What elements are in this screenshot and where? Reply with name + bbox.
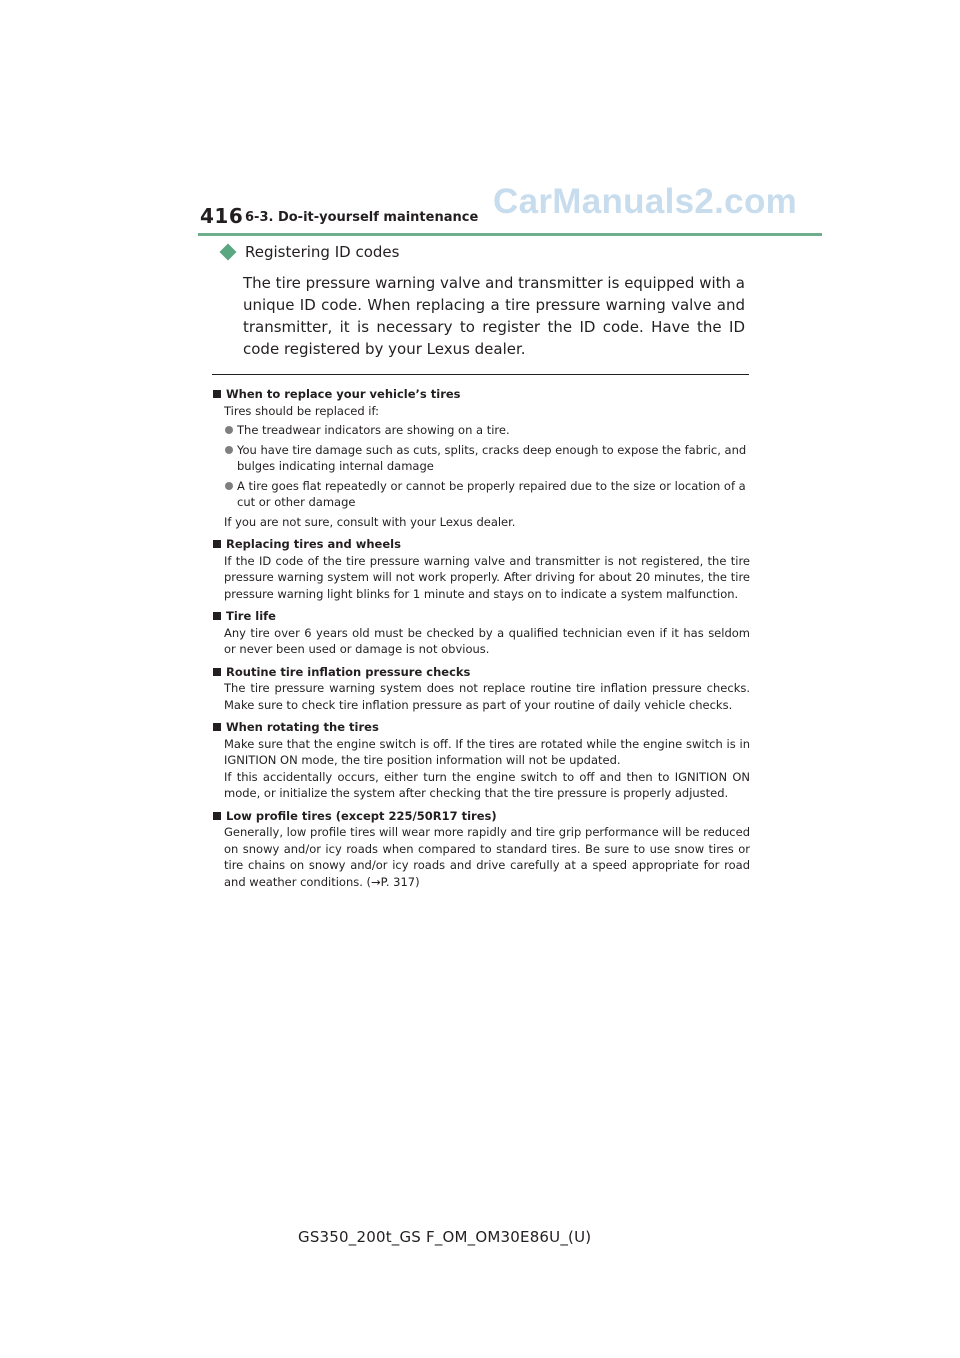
note-body: If the ID code of the tire pressure warning valve and transmitter is not registered, the tire pressure warning system will not work properly. After driving for about 20 minutes, the tire pressure warning light blinks for 1 minute and stays on to indicate a system malfunction. <box>224 553 750 601</box>
watermark-logo: CarManuals2.com <box>493 182 798 221</box>
notes-section <box>212 384 750 890</box>
round-bullet-icon <box>225 482 233 490</box>
notes-divider <box>212 374 749 375</box>
diamond-icon <box>220 244 237 261</box>
note-body: Make sure that the engine switch is off. If the tires are rotated while the engine switch is in IGNITION ON mode, the tire position information will not be updated. <box>224 736 750 767</box>
note-body: The tire pressure warning system does not replace routine tire inflation pressure checks. Make sure to check tire inflation pressure as part of your routine of daily vehicle checks. <box>224 681 750 712</box>
note-heading <box>212 386 750 403</box>
header-rule <box>198 233 822 236</box>
registering-heading <box>219 243 399 261</box>
square-bullet-icon <box>213 668 221 676</box>
note-heading-text: Low profile tires (except 225/50R17 tires) <box>226 808 497 823</box>
square-bullet-icon <box>213 723 221 731</box>
round-bullet-icon <box>225 446 233 454</box>
round-bullet-icon <box>225 426 233 434</box>
square-bullet-icon <box>213 612 221 620</box>
note-body: Generally, low profile tires will wear more rapidly and tire grip performance will be reduced on snowy and/or icy roads when compared to standard tires. Be sure to use snow tires or tire chains on snowy and/or icy roads and drive carefully at a speed appropriate for road and weather conditions. (→P. 317) <box>224 825 750 889</box>
list-item <box>212 478 750 511</box>
note-heading-text: When rotating the tires <box>226 720 379 734</box>
note-heading <box>212 808 750 825</box>
list-item-text: A tire goes flat repeatedly or cannot be properly repaired due to the size or location of a cut or other damage <box>237 478 746 509</box>
page-number: 416 <box>200 204 244 228</box>
square-bullet-icon <box>213 390 221 398</box>
square-bullet-icon <box>213 540 221 548</box>
note-heading <box>212 719 750 736</box>
document-code: GS350_200t_GS F_OM_OM30E86U_(U) <box>298 1228 592 1246</box>
note-heading <box>212 608 750 625</box>
square-bullet-icon <box>213 812 221 820</box>
registering-heading-text: Registering ID codes <box>245 243 400 261</box>
list-item <box>212 442 750 475</box>
list-item <box>212 422 750 439</box>
note-body: If this accidentally occurs, either turn the engine switch to off and then to IGNITION ON mode, or initialize the system after checking that the tire pressure is properly adjusted. <box>224 769 750 800</box>
note-body: If you are not sure, consult with your Lexus dealer. <box>224 514 516 529</box>
note-heading <box>212 536 750 553</box>
list-item-text: The treadwear indicators are showing on a tire. <box>237 423 510 437</box>
registering-body: The tire pressure warning valve and transmitter is equipped with a unique ID code. When replacing a tire pressure warning valve and transmitter, it is necessary to register the ID code. Have the ID code registered by your Lexus dealer. <box>243 274 745 358</box>
note-heading-text: Replacing tires and wheels <box>226 537 401 551</box>
section-title: 6-3. Do-it-yourself maintenance <box>245 210 479 225</box>
note-body: Tires should be replaced if: <box>224 403 380 418</box>
list-item-text: You have tire damage such as cuts, splits, cracks deep enough to expose the fabric, and bulges indicating internal damage <box>237 442 747 473</box>
note-heading <box>212 664 750 681</box>
note-heading-text: When to replace your vehicle’s tires <box>226 387 461 401</box>
note-body: Any tire over 6 years old must be checked by a qualified technician even if it has seldom or never been used or damage is not obvious. <box>224 625 750 656</box>
note-heading-text: Tire life <box>226 609 276 623</box>
note-heading-text: Routine tire inflation pressure checks <box>226 664 471 679</box>
